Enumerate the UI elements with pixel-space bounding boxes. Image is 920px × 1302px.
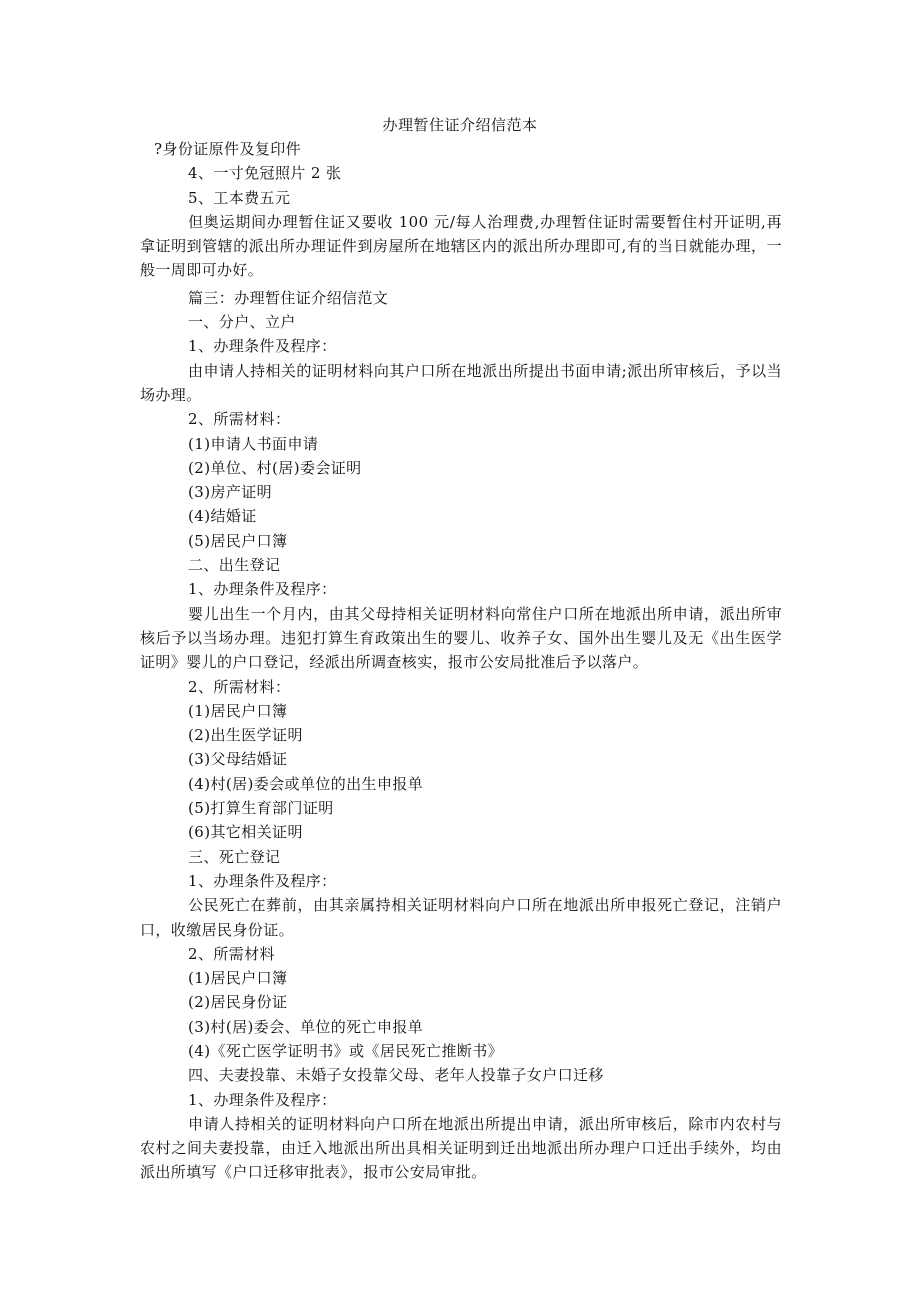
list-item: (6)其它相关证明 (188, 823, 303, 842)
paragraph: 1、办理条件及程序： (188, 1090, 337, 1109)
list-item: (4)《死亡医学证明书》或《居民死亡推断书》 (188, 1041, 504, 1060)
section-heading: 四、夫妻投靠、未婚子女投靠父母、老年人投靠子女户口迁移 (188, 1066, 604, 1085)
section-heading: 一、分户、立户 (188, 313, 296, 332)
paragraph: 申请人持相关的证明材料向户口所在地派出所提出申请，派出所审核后，除市内农村与农村之间夫妻投靠，由迁入地派出所出具相关证明到迁出地派出所办理户口迁出手续外，均由派出所填写《户口迁移审批表》，报市公安局审批。 (140, 1114, 782, 1182)
list-item: (2)单位、村(居)委会证明 (188, 458, 362, 477)
list-item: (5)居民户口簿 (188, 531, 288, 550)
list-item: (2)居民身份证 (188, 993, 288, 1012)
paragraph: 但奥运期间办理暂住证又要收 100 元/每人治理费,办理暂住证时需要暂住村开证明,再拿证明到管辖的派出所办理证件到房屋所在地辖区内的派出所办理即可,有的当日就能办理，一般一周即可办好。 (140, 212, 782, 280)
paragraph: 5、工本费五元 (188, 188, 291, 207)
document-title: 办理暂住证介绍信范本 (382, 116, 538, 134)
list-item: (3)村(居)委会、单位的死亡申报单 (188, 1017, 424, 1036)
paragraph: 由申请人持相关的证明材料向其户口所在地派出所提出书面申请;派出所审核后，予以当场办理。 (140, 361, 782, 404)
list-item: (1)居民户口簿 (188, 969, 288, 988)
paragraph: 2、所需材料： (188, 677, 291, 696)
paragraph: 1、办理条件及程序： (188, 580, 337, 599)
paragraph: 2、所需材料： (188, 410, 291, 429)
paragraph: 1、办理条件及程序： (188, 871, 337, 890)
paragraph: ?身份证原件及复印件 (154, 140, 302, 158)
list-item: (2)出生医学证明 (188, 726, 303, 745)
paragraph: 篇三：办理暂住证介绍信范文 (188, 288, 389, 307)
paragraph: 婴儿出生一个月内，由其父母持相关证明材料向常住户口所在地派出所申请，派出所审核后予以当场办理。违犯打算生育政策出生的婴儿、收养子女、国外出生婴儿及无《出生医学证明》婴儿的户口登记，经派出所调查核实，报市公安局批准后予以落户。 (140, 604, 782, 672)
section-heading: 二、出生登记 (188, 556, 281, 575)
list-item: (5)打算生育部门证明 (188, 799, 334, 818)
paragraph: 2、所需材料 (188, 944, 275, 963)
list-item: (3)父母结婚证 (188, 750, 288, 769)
list-item: (4)结婚证 (188, 507, 257, 526)
list-item: (4)村(居)委会或单位的出生申报单 (188, 774, 424, 793)
list-item: (1)申请人书面申请 (188, 434, 319, 453)
paragraph: 公民死亡在葬前，由其亲属持相关证明材料向户口所在地派出所申报死亡登记，注销户口，收缴居民身份证。 (140, 896, 782, 939)
list-item: (1)居民户口簿 (188, 701, 288, 720)
paragraph: 1、办理条件及程序： (188, 337, 337, 356)
section-heading: 三、死亡登记 (188, 847, 281, 866)
document-body (140, 137, 782, 1185)
list-item: (3)房产证明 (188, 483, 273, 502)
paragraph: 4、一寸免冠照片 2 张 (188, 164, 342, 183)
